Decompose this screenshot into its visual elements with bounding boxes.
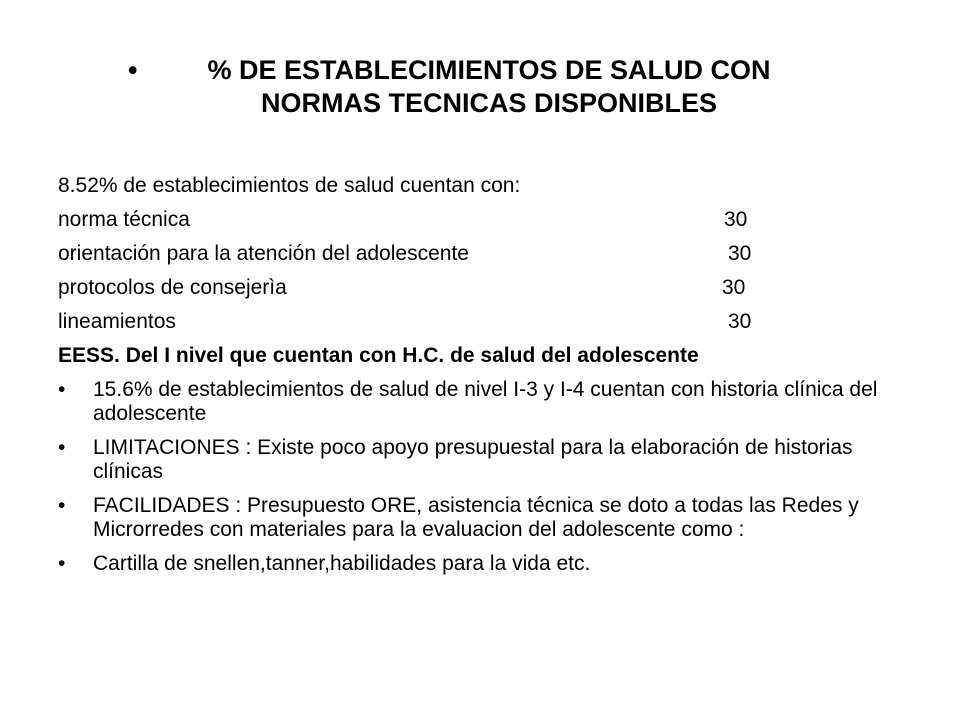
item-value: 30 xyxy=(724,208,748,231)
slide-body xyxy=(58,174,918,586)
bullet-dot: • xyxy=(58,494,66,517)
subheading: EESS. Del I nivel que cuentan con H.C. de salud del adolescente xyxy=(58,344,699,367)
item-value: 30 xyxy=(722,276,746,299)
item-label: orientación para la atención del adolescente xyxy=(58,242,469,265)
bullet-text: LIMITACIONES : Existe poco apoyo presupuestal para la elaboración de historias clínicas xyxy=(93,436,853,483)
bullet-dot: • xyxy=(58,552,66,575)
item-row xyxy=(58,242,918,276)
bullet-text: 15.6% de establecimientos de salud de nivel I-3 y I-4 cuentan con historia clínica del adolescente xyxy=(93,378,878,425)
bullet-dot: • xyxy=(58,378,66,401)
intro-text: 8.52% de establecimientos de salud cuentan con: xyxy=(58,174,521,197)
bullet-item xyxy=(58,378,918,426)
item-label: norma técnica xyxy=(58,208,190,231)
bullet-item xyxy=(58,494,918,542)
intro-line xyxy=(58,174,918,208)
item-value: 30 xyxy=(728,310,752,333)
item-row xyxy=(58,276,918,310)
title-text: % DE ESTABLECIMIENTOS DE SALUD CON NORMAS TECNICAS DISPONIBLES xyxy=(207,55,771,118)
bullet-item xyxy=(58,436,918,484)
item-label: lineamientos xyxy=(58,310,176,333)
bullet-text: Cartilla de snellen,tanner,habilidades para la vida etc. xyxy=(93,552,591,575)
bullet-text: FACILIDADES : Presupuesto ORE, asistencia técnica se doto a todas las Redes y Microrredes con materiales para la evaluacion del adolescente como : xyxy=(93,494,859,541)
slide-title xyxy=(128,54,888,120)
bullet-dot: • xyxy=(58,436,66,459)
item-row xyxy=(58,310,918,344)
item-value: 30 xyxy=(728,242,752,265)
item-label: protocolos de consejerìa xyxy=(58,276,287,299)
item-row xyxy=(58,208,918,242)
title-bullet: • xyxy=(128,55,138,85)
bullet-item xyxy=(58,552,918,576)
